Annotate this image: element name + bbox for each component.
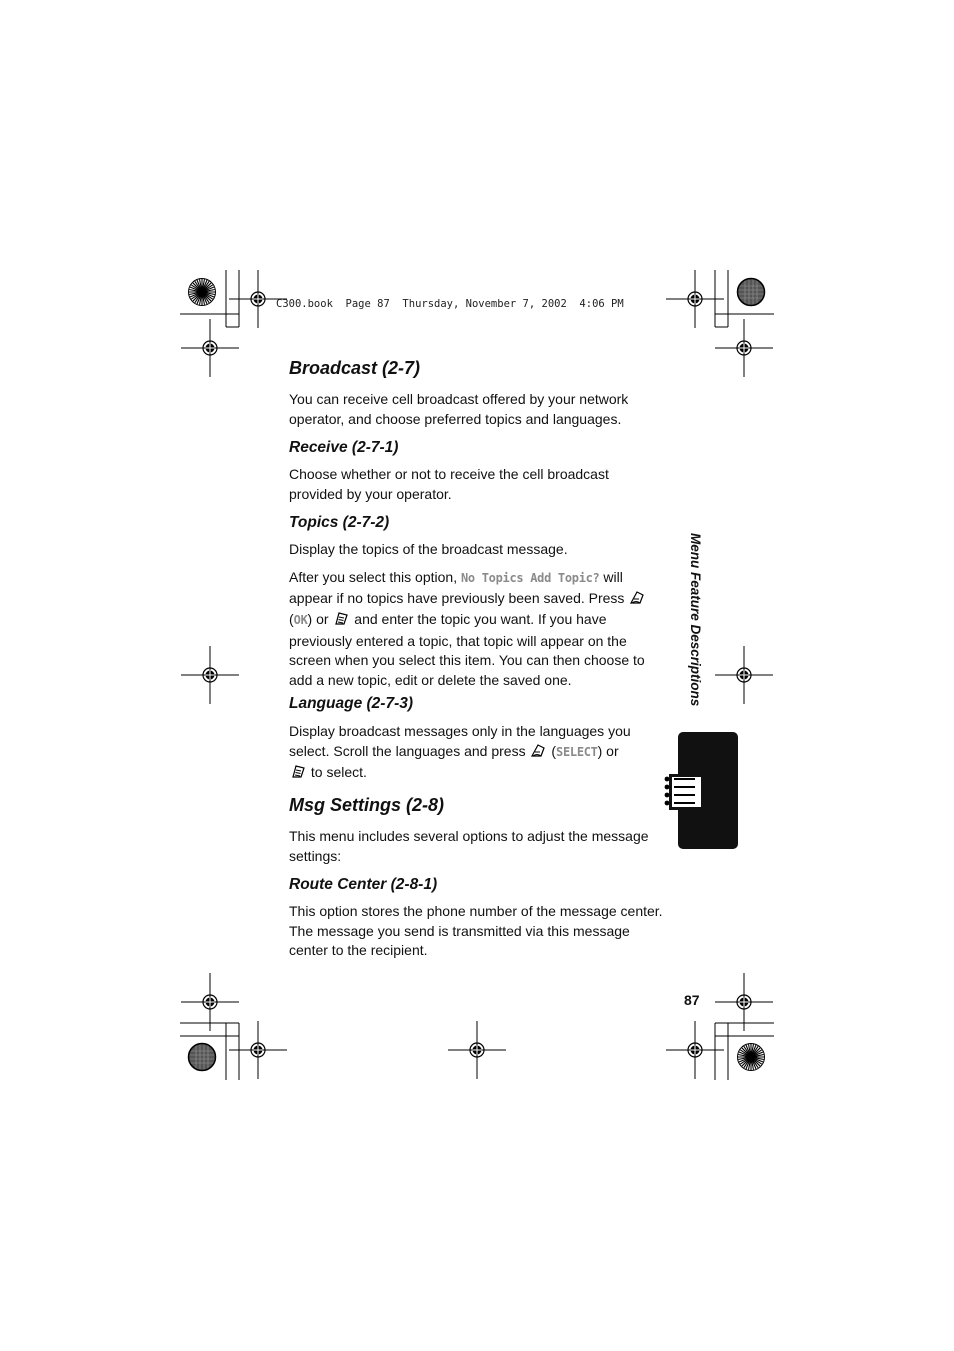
topics-instructions xyxy=(289,568,664,691)
menu-key-icon xyxy=(290,764,306,785)
text-run: ( xyxy=(289,611,294,628)
left-soft-key-icon xyxy=(629,590,645,611)
text-run: will appear if no topics have previously been saved. Press xyxy=(289,569,629,606)
broadcast-intro: You can receive cell broadcast offered by your network operator, and choose preferred topics and languages. xyxy=(289,391,629,427)
text-run: After you select this option, xyxy=(289,569,461,585)
topics-text: Display the topics of the broadcast message. xyxy=(289,541,568,557)
display-text-no-topics: No Topics Add Topic? xyxy=(460,571,600,585)
text-run: ) or xyxy=(597,742,619,759)
topics-heading: Topics (2-7-2) xyxy=(289,514,390,531)
side-section-title: Menu Feature Descriptions xyxy=(688,533,703,707)
text-run: ( xyxy=(547,742,557,759)
menu-list-icon xyxy=(663,774,703,810)
receive-heading: Receive (2-7-1) xyxy=(289,439,399,456)
page-number: 87 xyxy=(684,992,700,1008)
receive-text: Choose whether or not to receive the cell broadcast provided by your operator. xyxy=(289,466,609,502)
display-text-select: SELECT xyxy=(556,744,598,759)
text-run: Display broadcast messages only in the languages you select. Scroll the languages and press xyxy=(289,723,631,759)
language-instructions xyxy=(289,722,664,785)
print-file-header: C300.book Page 87 Thursday, November 7, 2002 4:06 PM xyxy=(276,298,624,310)
text-run: ) or xyxy=(307,611,333,628)
display-text-ok: OK xyxy=(293,613,308,628)
route-center-heading: Route Center (2-8-1) xyxy=(289,876,438,893)
menu-key-icon xyxy=(333,611,349,632)
msg-settings-heading: Msg Settings (2-8) xyxy=(289,795,445,815)
text-run: and enter the topic you want. If you have previously entered a topic, that topic will appear on the screen when you select this item. You can then choose to add a new topic, edit or delete the saved one. xyxy=(289,611,645,688)
left-soft-key-icon xyxy=(530,743,546,764)
text-run: to select. xyxy=(307,764,367,781)
msg-settings-text: This menu includes several options to adjust the message settings: xyxy=(289,828,649,864)
language-heading: Language (2-7-3) xyxy=(289,695,414,712)
route-center-text: This option stores the phone number of the message center. The message you send is transmitted via this message center to the recipient. xyxy=(289,903,663,959)
broadcast-heading: Broadcast (2-7) xyxy=(289,358,421,378)
